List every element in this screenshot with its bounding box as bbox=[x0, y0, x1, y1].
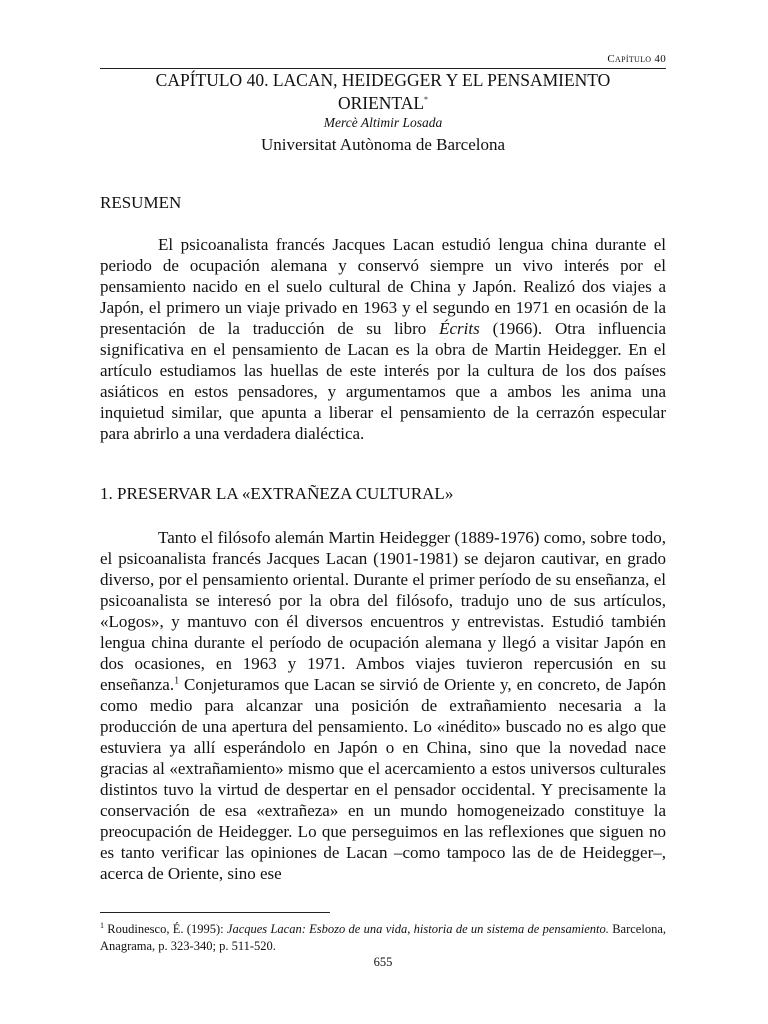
resumen-text-2: (1966). Otra influencia significativa en el pensamiento de Lacan es la obra de Martin Heidegger. En el artículo estudiamos las huellas de este interés por la cultura de los dos países asiáticos en estos pensadores, y argumentamos que a ambos les anima una inquietud similar, que apunta a liberar el pensamiento de la cerrazón especular para abrirlo a una verdadera dialéctica. bbox=[100, 319, 667, 443]
chapter-title-line-1: CAPÍTULO 40. LACAN, HEIDEGGER Y EL PENSAMIENTO bbox=[155, 70, 611, 90]
section-1-text-2: Conjeturamos que Lacan se sirvió de Oriente y, en concreto, de Japón como medio para alcanzar una posición de extrañamiento necesaria a la producción de una apertura del pensamiento. Lo «inédito» buscado no es algo que estuviera ya allí esperándolo en Japón o en China, sino que la novedad nace gracias al «extrañamiento» mismo que el acercamiento a estos universos culturales distintos tuvo la virtud de despertar en el pensador occidental. Y precisamente la conservación de esa «extrañeza» en un mundo homogeneizado constituye la preocupación de Heidegger. Lo que perseguimos en las reflexiones que siguen no es tanto verificar las opiniones de Lacan –como tampoco las de de Heidegger–, acerca de Oriente, sino ese bbox=[100, 675, 666, 883]
footnote-book-title: Jacques Lacan: Esbozo de una vida, historia de un sistema de pensamiento. bbox=[226, 922, 609, 936]
section-1-heading: 1. PRESERVAR LA «EXTRAÑEZA CULTURAL» bbox=[100, 484, 454, 503]
title-footnote-marker: * bbox=[424, 95, 429, 104]
footnote-text-1: Roudinesco, É. (1995): bbox=[104, 922, 227, 936]
resumen-text-1: El psicoanalista francés Jacques Lacan estudió lengua china durante el periodo de ocupación alemana y conservó siempre un vivo interés por el pensamiento nacido en el suelo cultural de China y Japón. Realizó dos viajes a Japón, el primero un viaje privado en 1963 y el segundo en 1971 en ocasión de la presentación de la traducción de su libro bbox=[100, 235, 666, 338]
chapter-title-line-2: ORIENTAL bbox=[337, 92, 425, 113]
author-affiliation: Universitat Autònoma de Barcelona bbox=[260, 134, 506, 154]
footnote-rule bbox=[100, 912, 330, 913]
resumen-paragraph bbox=[100, 234, 666, 444]
footnote-number: 1 bbox=[100, 920, 104, 930]
section-1-paragraph bbox=[100, 527, 666, 884]
chapter-title bbox=[100, 70, 666, 113]
section-1-text-1: Tanto el filósofo alemán Martin Heidegger (1889-1976) como, sobre todo, el psicoanalista francés Jacques Lacan (1901-1981) se dejaron cautivar, en grado diverso, por el pensamiento oriental. Durante el primer período de su enseñanza, el psicoanalista se interesó por la obra del filósofo, tradujo uno de sus artículos, «Logos», y mantuvo con él diversos encuentros y entrevistas. Estudió también lengua china durante el período de ocupación alemana y llegó a visitar Japón en dos ocasiones, en 1963 y 1971. Ambos viajes tuvieron repercusión en su enseñanza. bbox=[100, 528, 666, 694]
footnote-reference[interactable]: 1 bbox=[174, 675, 180, 687]
footnote-text-2: Barcelona, Anagrama, p. 323-340; p. 511-520. bbox=[100, 922, 666, 953]
page-number: 655 bbox=[373, 955, 393, 969]
resumen-heading: RESUMEN bbox=[100, 193, 182, 212]
title-block bbox=[100, 70, 666, 156]
header-rule bbox=[100, 68, 666, 69]
footnote-1 bbox=[100, 921, 666, 955]
book-title-ecrits: Écrits bbox=[439, 319, 480, 338]
running-header: Capítulo 40 bbox=[607, 53, 666, 65]
author-name: Mercè Altimir Losada bbox=[323, 114, 443, 130]
